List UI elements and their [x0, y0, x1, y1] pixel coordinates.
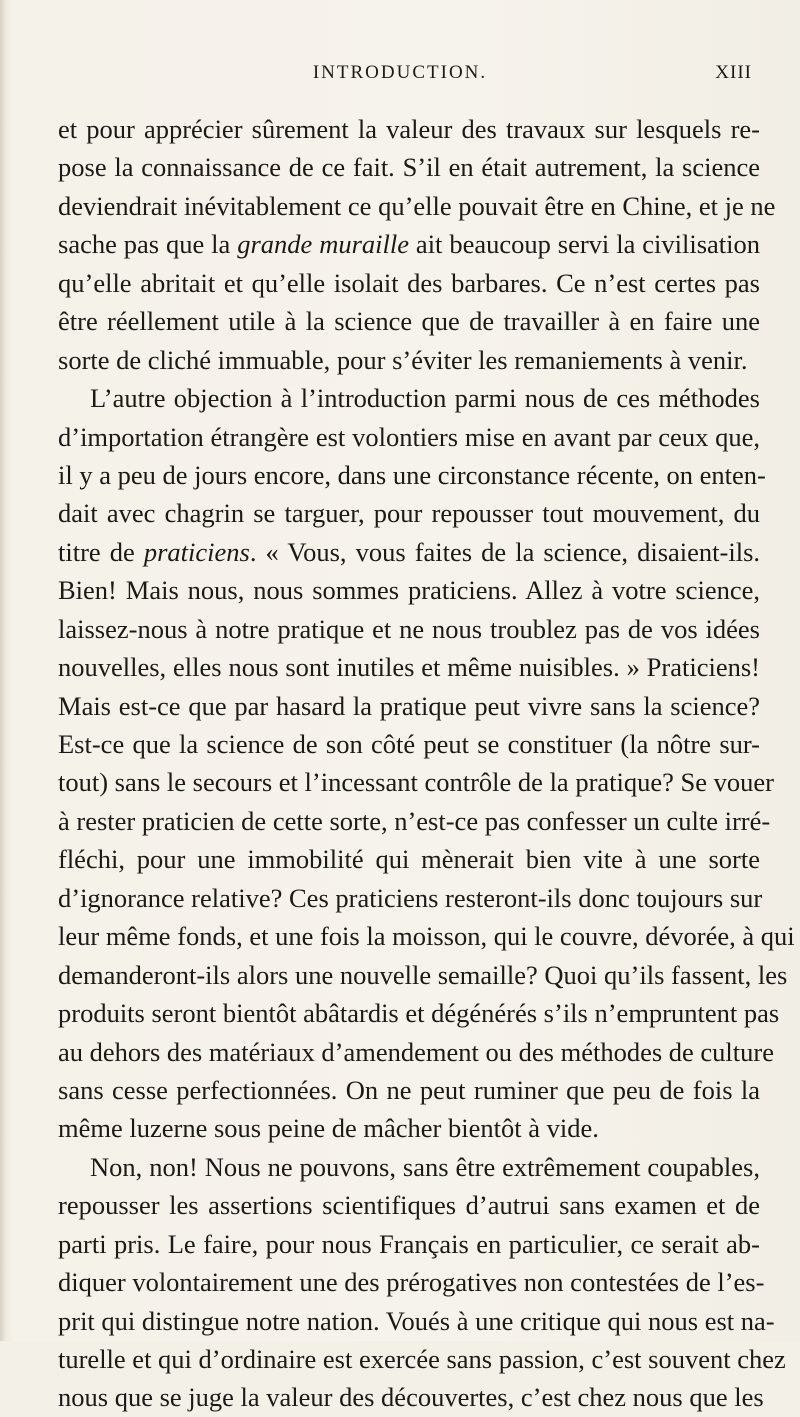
- text-line: d’importation étrangère est volontiers mise en avant par ceux que,: [58, 421, 760, 452]
- page-number: XIII: [715, 62, 752, 83]
- text-line: il y a peu de jours encore, dans une circonstance récente, on enten-: [58, 459, 766, 490]
- text-line: qu’elle abritait et qu’elle isolait des barbares. Ce n’est certes pas: [58, 267, 760, 298]
- text-segment: titre de: [58, 536, 144, 567]
- text-line: leur même fonds, et une fois la moisson, qui le couvre, dévorée, à qui: [58, 921, 795, 952]
- text-line: d’ignorance relative? Ces praticiens resteront-ils donc toujours sur: [58, 882, 763, 913]
- text-line: diquer volontairement une des prérogatives non contestées de l’es-: [58, 1267, 765, 1298]
- body-text: [58, 110, 795, 1417]
- text-line: demanderont-ils alors une nouvelle semaille? Quoi qu’ils fassent, les: [58, 959, 788, 990]
- text-line: prit qui distingue notre nation. Voués à une critique qui nous est na-: [58, 1305, 775, 1336]
- italic-phrase: grande muraille: [237, 229, 410, 260]
- text-line: même luzerne sous peine de mâcher bientôt à vide.: [58, 1113, 599, 1144]
- page-binding-shadow: [0, 0, 6, 1341]
- text-line: deviendrait inévitablement ce qu’elle pouvait être en Chine, et je ne: [58, 190, 776, 221]
- text-line: être réellement utile à la science que de travailler à en faire une: [58, 306, 760, 337]
- text-line: produits seront bientôt abâtardis et dégénérés s’ils n’empruntent pas: [58, 998, 780, 1029]
- page-header: [0, 62, 800, 92]
- text-line: Est-ce que la science de son côté peut se constituer (la nôtre sur-: [58, 729, 760, 759]
- text-line: dait avec chagrin se targuer, pour repousser tout mouvement, du: [58, 498, 760, 529]
- text-line: parti pris. Le faire, pour nous Français en particulier, ce serait ab-: [58, 1228, 760, 1259]
- italic-phrase: praticiens: [143, 536, 250, 567]
- text-line: [58, 533, 760, 571]
- text-line: [58, 225, 760, 263]
- text-line: L’autre objection à l’introduction parmi nous de ces méthodes: [90, 383, 760, 414]
- text-line: sans cesse perfectionnées. On ne peut ruminer que peu de fois la: [58, 1074, 760, 1105]
- text-line: au dehors des matériaux d’amendement ou des méthodes de culture: [58, 1036, 774, 1067]
- text-line: tout) sans le secours et l’incessant contrôle de la pratique? Se vouer: [58, 767, 774, 798]
- text-line: et pour apprécier sûrement la valeur des travaux sur lesquels re-: [58, 114, 760, 144]
- text-line: à rester praticien de cette sorte, n’est-ce pas confesser un culte irré-: [58, 805, 771, 836]
- text-line: fléchi, pour une immobilité qui mènerait bien vite à une sorte: [58, 844, 760, 875]
- text-line: pose la connaissance de ce fait. S’il en était autrement, la science: [58, 152, 760, 183]
- running-title: INTRODUCTION.: [312, 62, 488, 83]
- text-line: turelle et qui d’ordinaire est exercée sans passion, c’est souvent chez: [58, 1344, 786, 1374]
- text-line: Bien! Mais nous, nous sommes praticiens. Allez à votre science,: [58, 575, 760, 606]
- text-segment: sache pas que la: [58, 229, 238, 260]
- text-segment: . « Vous, vous faites de la science, disaient-ils.: [249, 536, 761, 567]
- text-line: laissez-nous à notre pratique et ne nous troublez pas de vos idées: [58, 613, 760, 644]
- text-line: sorte de cliché immuable, pour s’éviter les remaniements à venir.: [58, 344, 748, 375]
- text-line: nouvelles, elles nous sont inutiles et même nuisibles. » Praticiens!: [58, 652, 760, 683]
- text-line: repousser les assertions scientifiques d’autrui sans examen et de: [58, 1190, 760, 1221]
- text-line: Non, non! Nous ne pouvons, sans être extrêmement coupables,: [90, 1151, 760, 1182]
- text-line: Mais est-ce que par hasard la pratique peut vivre sans la science?: [58, 690, 760, 721]
- text-segment: ait beaucoup servi la civilisation: [409, 229, 761, 260]
- text-line: nous que se juge la valeur des découvertes, c’est chez nous que les: [58, 1382, 764, 1413]
